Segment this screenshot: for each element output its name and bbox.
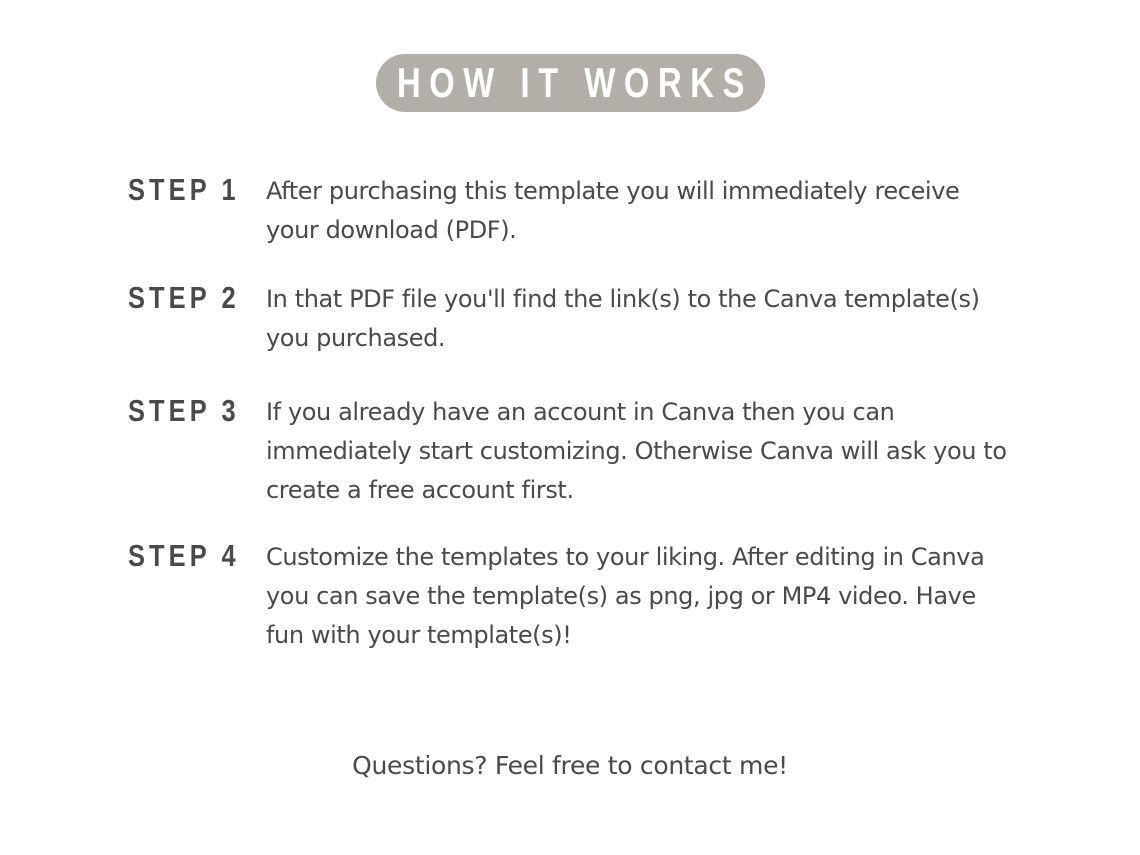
- step-text-line: In that PDF file you'll find the link(s) to the Canva template(s): [266, 285, 980, 313]
- step-text-line: you can save the template(s) as png, jpg or MP4 video. Have: [266, 582, 976, 610]
- step-description: [266, 393, 1066, 510]
- step-label: STEP 4: [128, 538, 240, 573]
- step-text-line: your download (PDF).: [266, 216, 517, 244]
- step-text-line: you purchased.: [266, 324, 446, 352]
- step-description: [266, 172, 1066, 250]
- step-text-line: If you already have an account in Canva then you can: [266, 398, 895, 426]
- step-text-line: After purchasing this template you will immediately receive: [266, 177, 960, 205]
- step-label: STEP 1: [128, 172, 240, 207]
- contact-note: Questions? Feel free to contact me!: [352, 751, 788, 780]
- step-text-line: create a free account first.: [266, 476, 574, 504]
- page-title: HOW IT WORKS: [396, 59, 753, 106]
- step-label: STEP 3: [128, 393, 240, 428]
- step-text-line: immediately start customizing. Otherwise Canva will ask you to: [266, 437, 1007, 465]
- step-label: STEP 2: [128, 280, 240, 315]
- step-text-line: Customize the templates to your liking. After editing in Canva: [266, 543, 985, 571]
- step-description: [266, 280, 1066, 358]
- step-text-line: fun with your template(s)!: [266, 621, 572, 649]
- step-description: [266, 538, 1066, 655]
- header-banner: [376, 54, 765, 112]
